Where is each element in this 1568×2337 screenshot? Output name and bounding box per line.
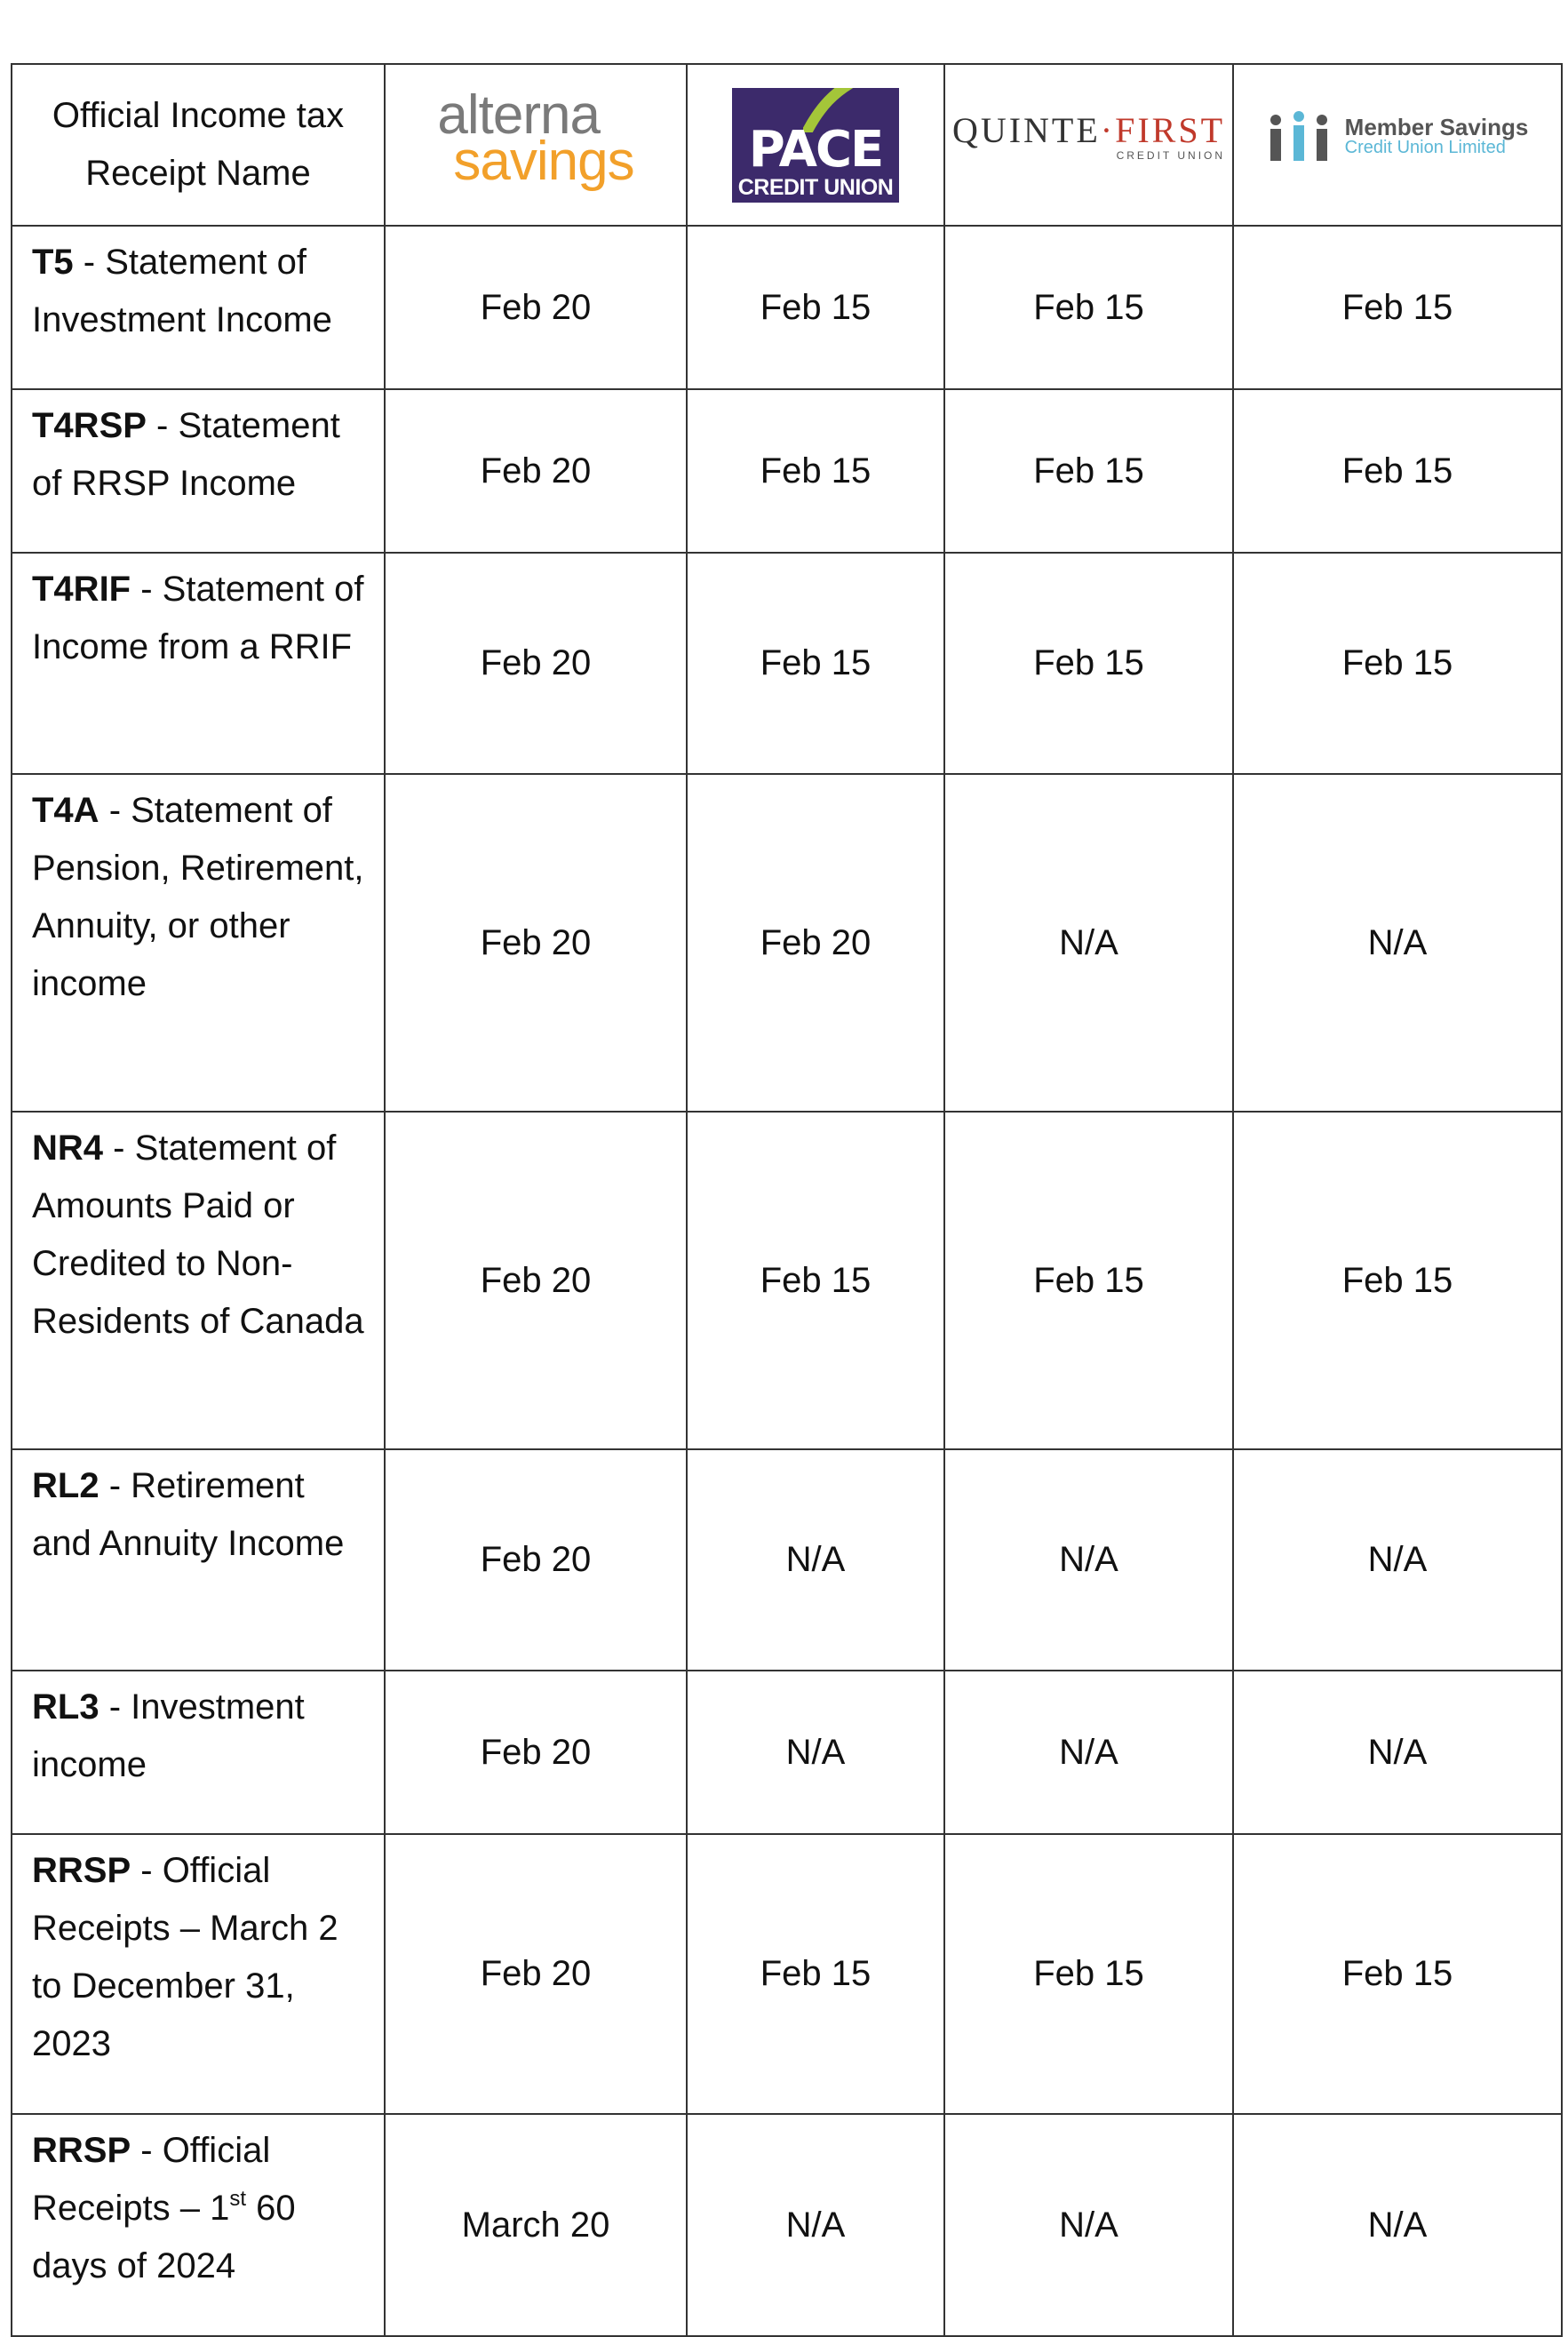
release-date-cell: N/A: [944, 2114, 1233, 2336]
receipt-code: RRSP: [32, 2131, 131, 2170]
receipt-code: T4A: [32, 791, 99, 830]
release-date-cell: N/A: [944, 1449, 1233, 1671]
release-date-cell: March 20: [385, 2114, 687, 2336]
receipt-description: - Statement of Pension, Retirement, Annuity, or other income: [32, 791, 364, 1003]
alterna-savings-logo: [385, 64, 687, 226]
member-logo-line1: Member Savings: [1344, 114, 1529, 140]
receipt-schedule-table: [11, 63, 1563, 2337]
ordinal-suffix: st: [229, 2187, 247, 2211]
release-date-cell: Feb 15: [687, 226, 944, 389]
release-date-cell: N/A: [944, 774, 1233, 1112]
receipt-code: RL3: [32, 1687, 99, 1727]
receipt-code: T4RIF: [32, 570, 131, 609]
release-date-cell: N/A: [1233, 1449, 1562, 1671]
receipt-description: - Statement of Income from a RRIF: [32, 570, 364, 666]
release-date-cell: Feb 15: [687, 389, 944, 553]
receipt-name: [12, 1112, 385, 1449]
receipt-code: RRSP: [32, 1851, 131, 1890]
receipt-name: [12, 1449, 385, 1671]
release-date-cell: Feb 20: [385, 1112, 687, 1449]
release-date-cell: Feb 15: [944, 1112, 1233, 1449]
receipt-name: [12, 226, 385, 389]
receipt-description: - Investment income: [32, 1687, 305, 1784]
receipt-name: [12, 774, 385, 1112]
table-row: [12, 389, 1562, 553]
pace-logo-subtitle: CREDIT UNION: [737, 174, 894, 200]
release-date-cell: Feb 20: [385, 1449, 687, 1671]
receipt-name: [12, 553, 385, 774]
alterna-logo-line1: alterna: [437, 84, 600, 146]
release-date-cell: Feb 15: [687, 553, 944, 774]
pace-logo-wordmark: PACE: [748, 120, 883, 179]
receipt-code: T4RSP: [32, 406, 147, 445]
table-row: [12, 774, 1562, 1112]
release-date-cell: N/A: [687, 1671, 944, 1834]
receipt-description: - Statement of Investment Income: [32, 243, 332, 339]
release-date-cell: Feb 20: [385, 1671, 687, 1834]
release-date-cell: Feb 15: [687, 1834, 944, 2114]
header-row: [12, 64, 1562, 226]
release-date-cell: Feb 15: [1233, 553, 1562, 774]
release-date-cell: Feb 20: [385, 226, 687, 389]
quinte-logo-part2: ·FIRST: [1100, 110, 1226, 150]
release-date-cell: Feb 15: [1233, 389, 1562, 553]
table-row: [12, 1671, 1562, 1834]
member-savings-logo: [1233, 64, 1562, 226]
receipt-name: [12, 1671, 385, 1834]
quinte-logo-part1: QUINTE: [951, 110, 1101, 150]
table-row: [12, 226, 1562, 389]
release-date-cell: Feb 20: [687, 774, 944, 1112]
receipt-description: - Retirement and Annuity Income: [32, 1466, 345, 1563]
release-date-cell: N/A: [687, 1449, 944, 1671]
receipt-code: T5: [32, 243, 74, 282]
release-date-cell: Feb 15: [1233, 1112, 1562, 1449]
receipt-description: - Statement of RRSP Income: [32, 406, 340, 503]
receipt-name: [12, 389, 385, 553]
alterna-logo-line2: savings: [453, 130, 634, 192]
release-date-cell: Feb 15: [944, 226, 1233, 389]
table-row: [12, 2114, 1562, 2336]
receipt-description: - Statement of Amounts Paid or Credited to Non-Residents of Canada: [32, 1129, 364, 1341]
release-date-cell: N/A: [687, 2114, 944, 2336]
quinte-logo-subtitle: CREDIT UNION: [1116, 149, 1226, 162]
table-row: [12, 553, 1562, 774]
release-date-cell: Feb 20: [385, 553, 687, 774]
release-date-cell: Feb 15: [1233, 1834, 1562, 2114]
receipt-name: [12, 2114, 385, 2336]
release-date-cell: Feb 15: [944, 389, 1233, 553]
release-date-cell: N/A: [1233, 2114, 1562, 2336]
receipt-code: RL2: [32, 1466, 99, 1505]
receipt-description: - Official Receipts – March 2 to December 31, 2023: [32, 1851, 338, 2063]
receipt-name: [12, 1834, 385, 2114]
receipt-description-start: - Official Receipts – 1: [32, 2131, 271, 2228]
table-row: [12, 1449, 1562, 1671]
member-logo-line2: Credit Union Limited: [1344, 138, 1506, 157]
release-date-cell: N/A: [1233, 774, 1562, 1112]
quinte-first-logo: [944, 64, 1233, 226]
release-date-cell: Feb 20: [385, 1834, 687, 2114]
release-date-cell: Feb 15: [687, 1112, 944, 1449]
pace-credit-union-logo: [687, 64, 944, 226]
table-row: [12, 1834, 1562, 2114]
people-icon: [1267, 109, 1331, 163]
release-date-cell: Feb 20: [385, 389, 687, 553]
release-date-cell: Feb 15: [1233, 226, 1562, 389]
release-date-cell: Feb 15: [944, 553, 1233, 774]
release-date-cell: Feb 15: [944, 1834, 1233, 2114]
receipt-code: NR4: [32, 1129, 104, 1168]
release-date-cell: Feb 20: [385, 774, 687, 1112]
release-date-cell: N/A: [1233, 1671, 1562, 1834]
table-row: [12, 1112, 1562, 1449]
receipt-description-end: 60 days of 2024: [32, 2189, 296, 2285]
release-date-cell: N/A: [944, 1671, 1233, 1834]
receipt-name-header: Official Income tax Receipt Name: [12, 64, 385, 226]
